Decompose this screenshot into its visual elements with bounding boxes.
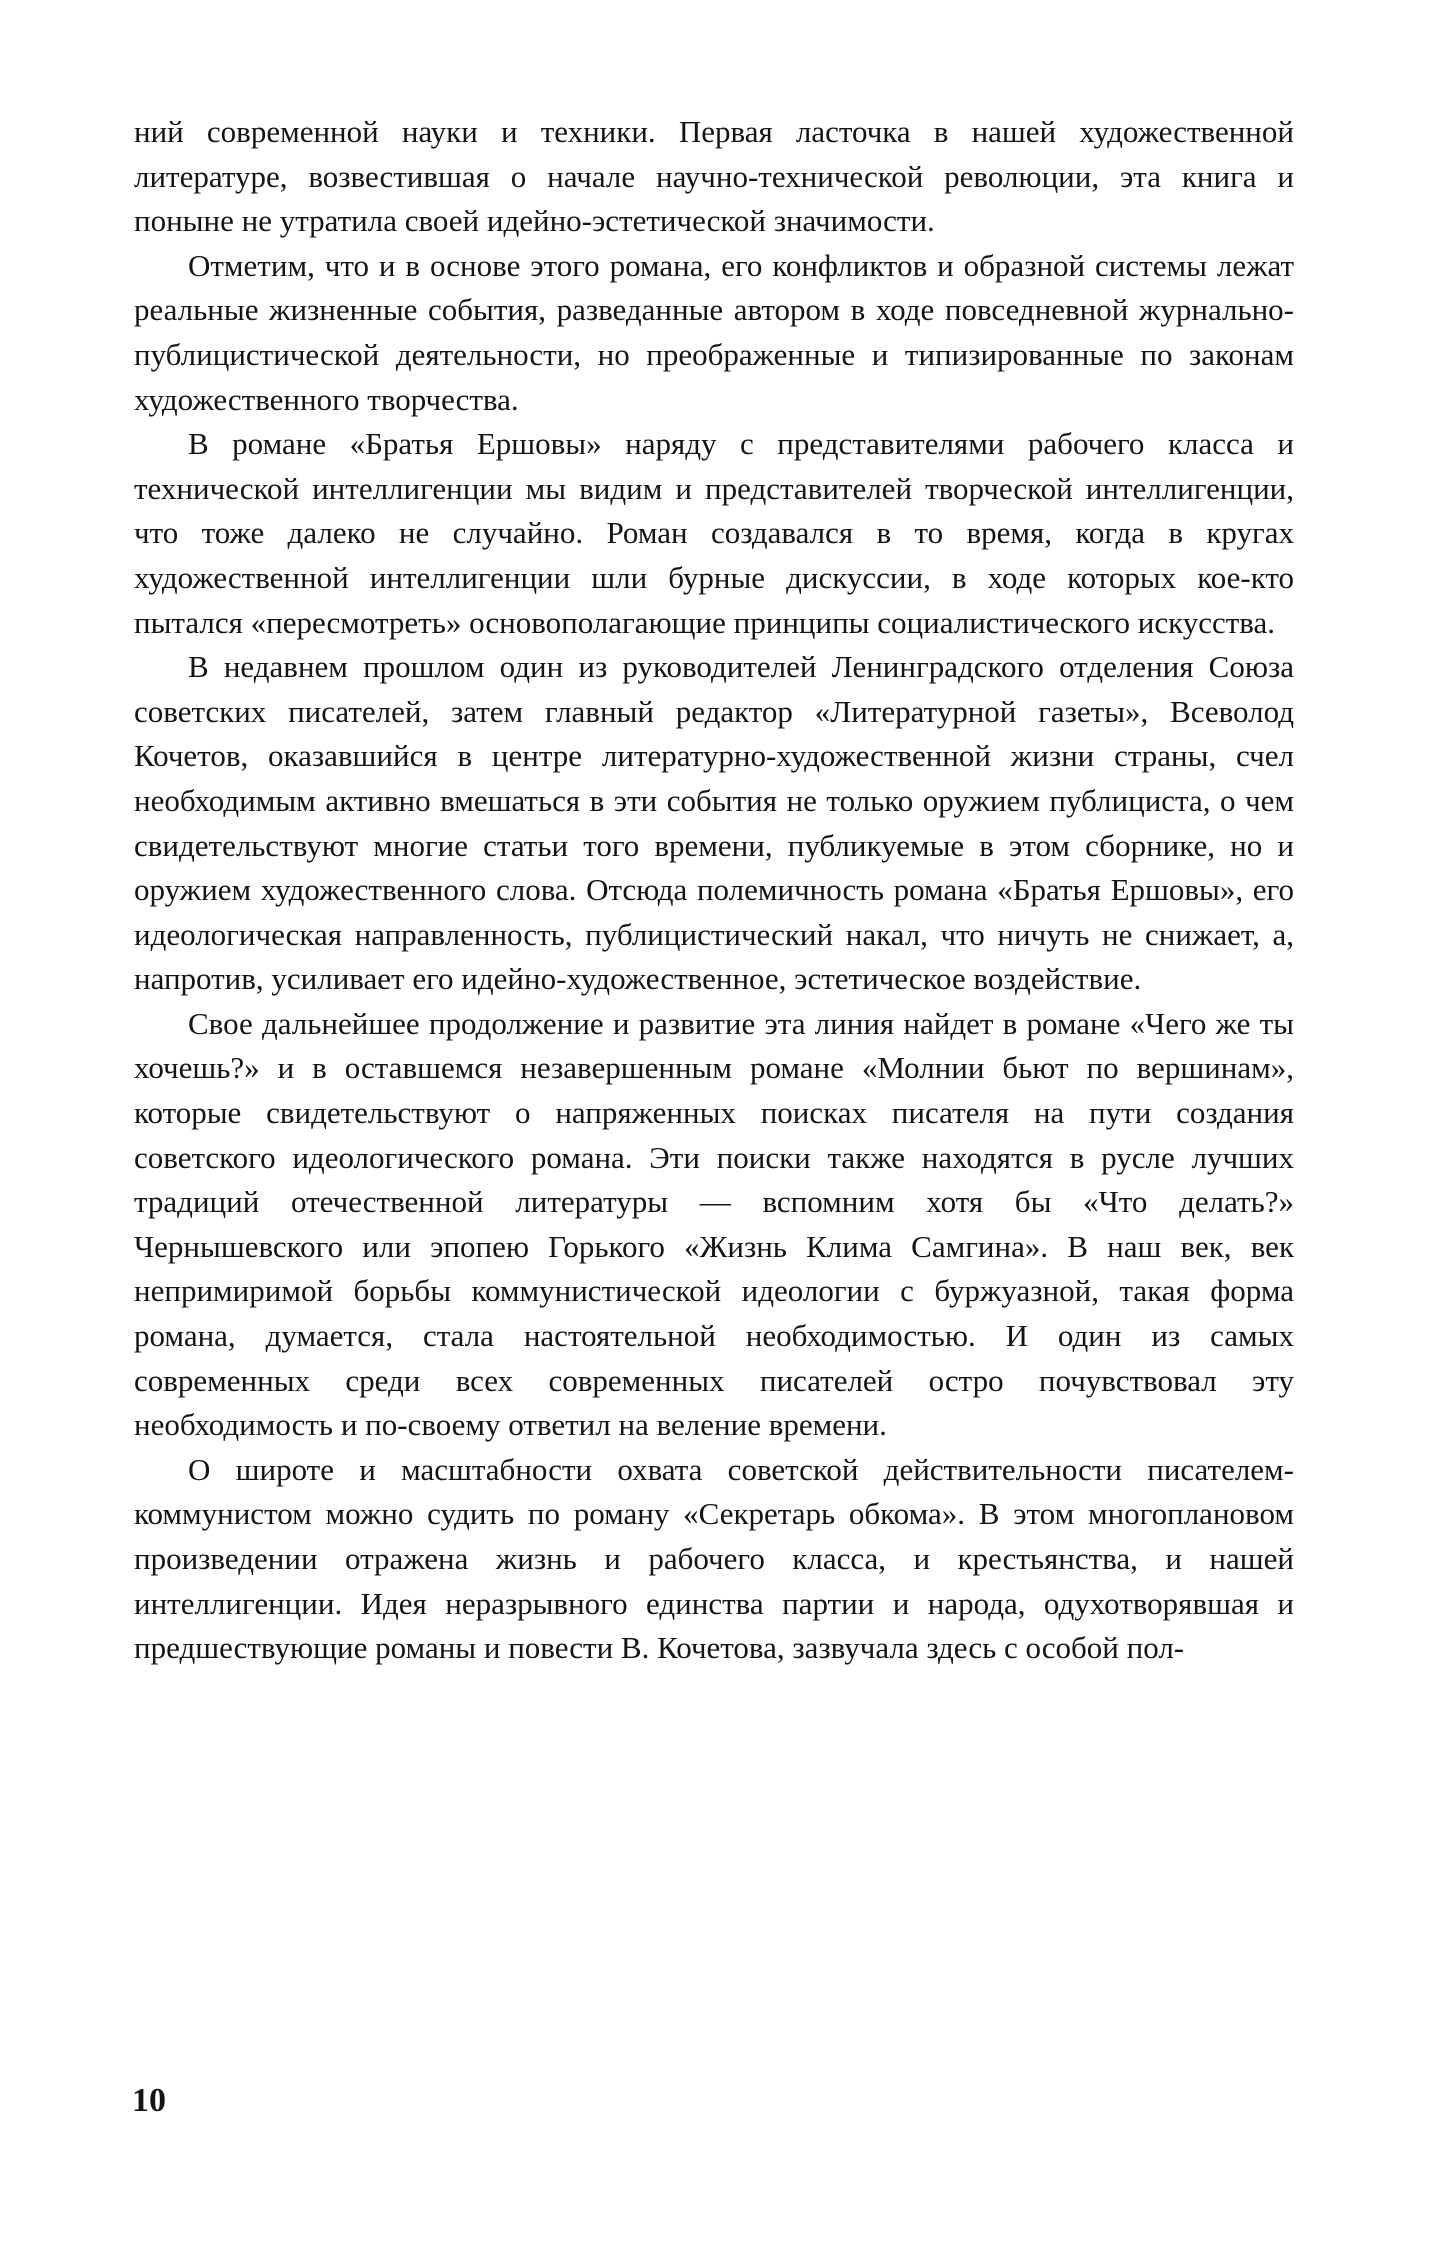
- paragraph-4: В недавнем прошлом один из руководителей Ленинградского отделения Союза советских писателей, затем главный редактор «Литературной газеты», Всеволод Кочетов, оказавшийся в центре литературно-художественной жизни страны, счел необходимым активно вмешаться в эти события не только оружием публициста, о чем свидетельствуют многие статьи того времени, публикуемые в этом сборнике, но и оружием художественного слова. Отсюда полемичность романа «Братья Ершовы», его идеологическая направленность, публицистический накал, что ничуть не снижает, а, напротив, усиливает его идейно-художественное, эстетическое воздействие.: [134, 649, 1294, 997]
- paragraph-3: В романе «Братья Ершовы» наряду с представителями рабочего класса и технической интеллигенции мы видим и представителей творческой интеллигенции, что тоже далеко не случайно. Роман создавался в то время, когда в кругах художественной интеллигенции шли бурные дискуссии, в ходе которых кое-кто пытался «пересмотреть» основополагающие принципы социалистического искусства.: [134, 426, 1294, 640]
- page-text: [134, 110, 1294, 1671]
- paragraph-continuation: ний современной науки и техники. Первая ласточка в нашей художественной литературе, возвестившая о начале научно-технической революции, эта книга и поныне не утратила своей идейно-эстетической значимости.: [134, 114, 1294, 239]
- paragraph-6: О широте и масштабности охвата советской действительности писателем-коммунистом можно судить по роману «Секретарь обкома». В этом многоплановом произведении отражена жизнь и рабочего класса, и крестьянства, и нашей интеллигенции. Идея неразрывного единства партии и народа, одухотворявшая и предшествующие романы и повести В. Кочетова, зазвучала здесь с особой пол-: [134, 1451, 1294, 1666]
- paragraph-2: Отметим, что и в основе этого романа, его конфликтов и образной системы лежат реальные жизненные события, разведанные автором в ходе повседневной журнально-публицистической деятельности, но преображенные и типизированные по законам художественного творчества.: [134, 247, 1294, 417]
- paragraph-5: Свое дальнейшее продолжение и развитие эта линия найдет в романе «Чего же ты хочешь?» и в оставшемся незавершенным романе «Молнии бьют по вершинам», которые свидетельствуют о напряженных поисках писателя на пути создания советского идеологического романа. Эти поиски также находятся в русле лучших традиций отечественной литературы — вспомним хотя бы «Что делать?» Чернышевского или эпопею Горького «Жизнь Клима Самгина». В наш век, век непримиримой борьбы коммунистической идеологии с буржуазной, такая форма романа, думается, стала настоятельной необходимостью. И один из самых современных среди всех современных писателей остро почувствовал эту необходимость и по-своему ответил на веление времени.: [134, 1005, 1294, 1443]
- page-number: 10: [132, 2082, 166, 2119]
